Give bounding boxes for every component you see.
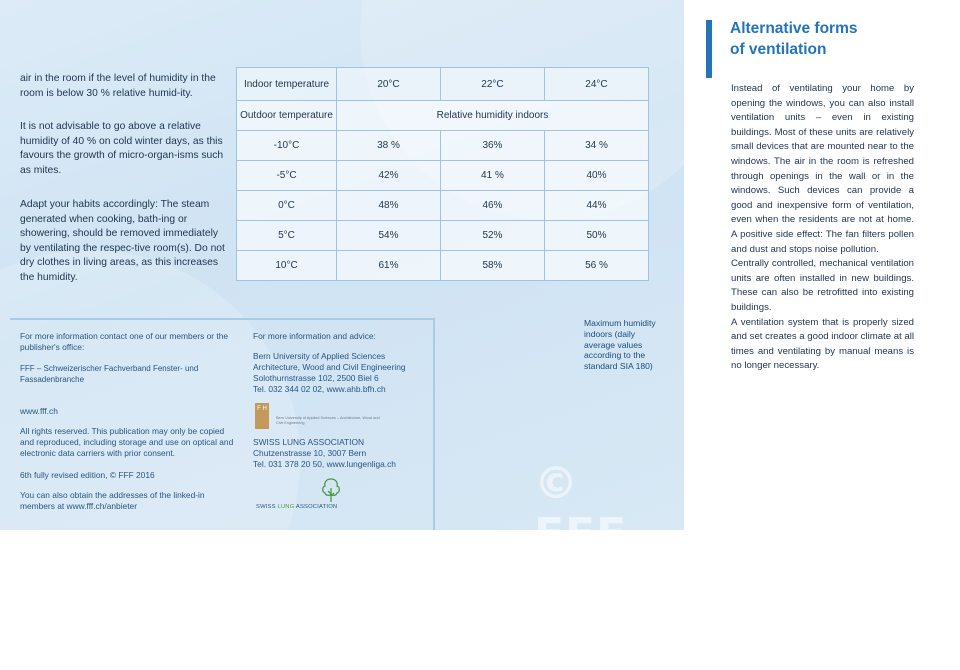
table-row bbox=[237, 191, 649, 221]
table-header-cell: 24°C bbox=[544, 68, 648, 101]
table-caption: Maximum humidity indoors (daily average values according to the standard SIA 180) bbox=[584, 318, 656, 372]
bfh-logo-letters: F H bbox=[257, 406, 267, 412]
table-cell: 56 % bbox=[544, 251, 648, 281]
logo-text-part: LUNG bbox=[277, 504, 295, 510]
university-department: Architecture, Wood and Civil Engineering bbox=[253, 362, 406, 372]
table-cell: 40% bbox=[544, 161, 648, 191]
table-row-label: 5°C bbox=[237, 221, 337, 251]
table-cell: 54% bbox=[337, 221, 441, 251]
table-header-cell: 22°C bbox=[440, 68, 544, 101]
table-row-label: 10°C bbox=[237, 251, 337, 281]
rights-text: All rights reserved. This publication may only be copied and reproduced, including storage and use on optical and electronic data carriers with prior consent. bbox=[20, 426, 234, 458]
table-cell: 34 % bbox=[544, 131, 648, 161]
paragraph: A ventilation system that is properly sized and set creates a good indoor climate at all times and ventilating by manual means is no longer necessary. bbox=[731, 316, 914, 372]
lung-association-logo-text bbox=[256, 504, 337, 510]
university-address: Solothurnstrasse 102, 2500 Biel 6 bbox=[253, 373, 379, 383]
addresses-text: You can also obtain the addresses of the linked-in members at www.fff.ch/anbieter bbox=[20, 490, 205, 511]
accent-bar bbox=[706, 20, 712, 78]
lung-association-address: Chutzenstrasse 10, 3007 Bern bbox=[253, 448, 367, 458]
divider bbox=[433, 318, 435, 530]
table-cell: 38 % bbox=[337, 131, 441, 161]
table-row bbox=[237, 161, 649, 191]
table-header-row bbox=[237, 68, 649, 101]
indoor-temperature-label: Indoor temperature bbox=[237, 68, 337, 101]
outdoor-temperature-label: Outdoor temperature bbox=[237, 101, 337, 131]
contact-text: For more information contact one of our members or the publisher's office: bbox=[20, 331, 229, 352]
divider bbox=[10, 318, 434, 320]
table-cell: 41 % bbox=[440, 161, 544, 191]
tree-icon bbox=[317, 476, 345, 504]
publisher-name: FFF – Schweizerischer Fachverband Fenster- und Fassadenbranche bbox=[20, 364, 199, 384]
advice-heading: For more information and advice: bbox=[253, 331, 376, 341]
table-cell: 48% bbox=[337, 191, 441, 221]
paragraph: Adapt your habits accordingly: The steam generated when cooking, bath-ing or showering, should be removed immediately by ventilating the respec-tive room(s). Do not dry clothes in living areas, as this increases the humidity. bbox=[20, 199, 225, 283]
right-column-text bbox=[731, 82, 914, 374]
university-name: Bern University of Applied Sciences bbox=[253, 351, 386, 361]
humidity-table bbox=[236, 67, 649, 281]
watermark: © FFF bbox=[534, 458, 628, 560]
website-link[interactable]: www.fff.ch bbox=[20, 406, 58, 416]
table-row-label: -10°C bbox=[237, 131, 337, 161]
university-phone: Tel. 032 344 02 02, www.ahb.bfh.ch bbox=[253, 384, 386, 394]
table-cell: 46% bbox=[440, 191, 544, 221]
edition-text: 6th fully revised edition, © FFF 2016 bbox=[20, 470, 155, 480]
table-header-cell: 20°C bbox=[337, 68, 441, 101]
logo-text-part: SWISS bbox=[256, 504, 278, 510]
table-row-label: 0°C bbox=[237, 191, 337, 221]
title-line: of ventilation bbox=[730, 41, 827, 58]
table-cell: 42% bbox=[337, 161, 441, 191]
title-line: Alternative forms bbox=[730, 20, 858, 37]
logo-text-part: ASSOCIATION bbox=[294, 504, 338, 510]
bfh-logo-text: Bern University of Applied Sciences – Architecture, Wood and Civil Engineering bbox=[276, 416, 380, 425]
table-cell: 50% bbox=[544, 221, 648, 251]
table-row bbox=[237, 131, 649, 161]
table-cell: 61% bbox=[337, 251, 441, 281]
table-subheader: Relative humidity indoors bbox=[337, 101, 649, 131]
lung-association-name: SWISS LUNG ASSOCIATION bbox=[253, 437, 365, 447]
paragraph: It is not advisable to go above a relative humidity of 40 % on cold winter days, as this favours the growth of micro-organ-isms such as mites. bbox=[20, 121, 224, 176]
paragraph: Centrally controlled, mechanical ventilation units are often installed in new buildings. These can also be retrofitted into existing buildings. bbox=[731, 258, 914, 313]
table-row bbox=[237, 221, 649, 251]
table-cell: 52% bbox=[440, 221, 544, 251]
bfh-logo bbox=[255, 403, 269, 429]
paragraph: Instead of ventilating your home by opening the windows, you can also install ventilation units – even in existing buildings. Most of these units are relatively small devices that are mounted near to the windows. The air in the room is refreshed through openings in the wall or in the windows. Such devices can provide a good and inexpensive form of ventilation, even when the residents are not at home. A positive side effect: The fan filters pollen and dust and stops noise pollution. bbox=[731, 83, 914, 255]
table-subheader-row bbox=[237, 101, 649, 131]
table-cell: 36% bbox=[440, 131, 544, 161]
table-row-label: -5°C bbox=[237, 161, 337, 191]
table-cell: 44% bbox=[544, 191, 648, 221]
section-title bbox=[730, 18, 857, 60]
table-row bbox=[237, 251, 649, 281]
paragraph: air in the room if the level of humidity in the room is below 30 % relative humid-ity. bbox=[20, 73, 216, 99]
lung-association-phone: Tel. 031 378 20 50, www.lungenliga.ch bbox=[253, 459, 396, 469]
table-cell: 58% bbox=[440, 251, 544, 281]
